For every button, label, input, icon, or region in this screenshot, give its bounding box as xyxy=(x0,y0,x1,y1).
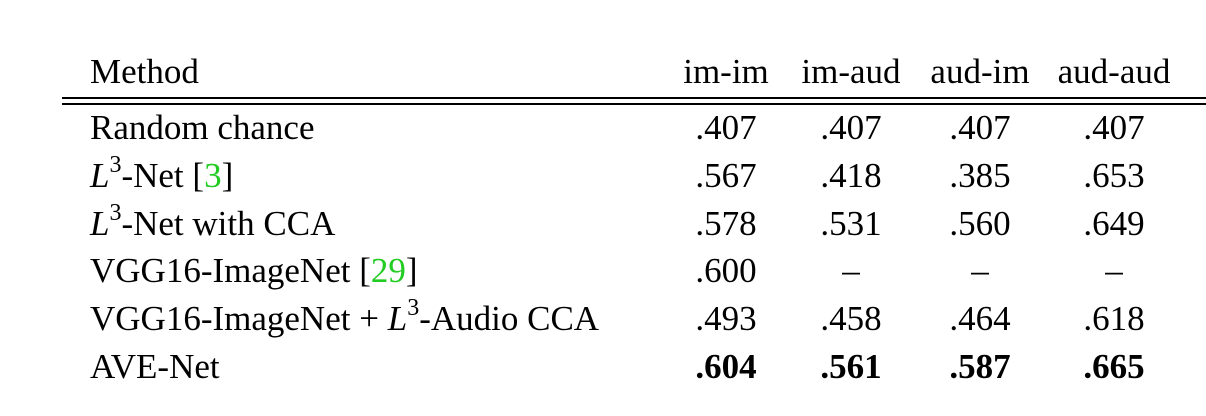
method-l-symbol: L xyxy=(90,204,110,243)
value-aud-aud-best: .665 xyxy=(1083,347,1145,386)
value-aud-im-best: .587 xyxy=(949,347,1011,386)
value-im-aud: .418 xyxy=(820,156,882,195)
method-suffix: -Audio CCA xyxy=(419,299,600,338)
table-row xyxy=(62,104,1206,152)
value-aud-im: .464 xyxy=(949,299,1011,338)
header-row xyxy=(62,48,1206,96)
method-superscript: 3 xyxy=(407,295,420,322)
value-aud-aud: .653 xyxy=(1083,156,1145,195)
value-im-im: .600 xyxy=(695,251,757,290)
value-im-aud: .531 xyxy=(820,204,882,243)
value-aud-aud: .407 xyxy=(1083,108,1145,147)
value-im-aud: – xyxy=(842,251,860,290)
method-text: VGG16-ImageNet + xyxy=(90,299,388,338)
value-im-aud: .458 xyxy=(820,299,882,338)
value-aud-im: – xyxy=(971,251,989,290)
method-text: VGG16-ImageNet [ xyxy=(90,251,371,290)
citation-link[interactable]: 3 xyxy=(204,156,222,195)
table-row xyxy=(62,152,1206,200)
value-im-im-best: .604 xyxy=(695,347,757,386)
method-suffix: -Net [ xyxy=(121,156,205,195)
header-method: Method xyxy=(90,52,199,91)
value-im-aud-best: .561 xyxy=(820,347,882,386)
value-aud-aud: – xyxy=(1105,251,1123,290)
value-aud-aud: .649 xyxy=(1083,204,1145,243)
value-im-im: .567 xyxy=(695,156,757,195)
method-superscript: 3 xyxy=(109,152,122,179)
header-im-aud: im-aud xyxy=(801,52,901,91)
method-suffix: -Net with CCA xyxy=(121,204,336,243)
table-row xyxy=(62,247,1206,295)
value-im-im: .407 xyxy=(695,108,757,147)
method-l3-net xyxy=(90,152,233,200)
table-row xyxy=(62,343,1206,391)
value-im-im: .578 xyxy=(695,204,757,243)
method-random-chance: Random chance xyxy=(90,108,315,147)
method-superscript: 3 xyxy=(109,200,122,227)
method-vgg16-imagenet xyxy=(90,247,418,295)
header-im-im: im-im xyxy=(683,52,769,91)
method-close: ] xyxy=(221,156,234,195)
value-aud-im: .407 xyxy=(949,108,1011,147)
table-row xyxy=(62,200,1206,248)
header-rule-top xyxy=(62,97,1206,99)
value-im-aud: .407 xyxy=(820,108,882,147)
method-l3-net-cca xyxy=(90,200,335,248)
value-im-im: .493 xyxy=(695,299,757,338)
header-aud-im: aud-im xyxy=(930,52,1030,91)
method-l-symbol: L xyxy=(387,299,408,338)
header-aud-aud: aud-aud xyxy=(1057,52,1171,91)
value-aud-aud: .618 xyxy=(1083,299,1145,338)
method-vgg16-l3-audio-cca xyxy=(90,295,599,343)
method-close: ] xyxy=(405,251,418,290)
citation-link[interactable]: 29 xyxy=(370,251,406,290)
table-row xyxy=(62,295,1206,343)
method-ave-net: AVE-Net xyxy=(90,347,220,386)
method-l-symbol: L xyxy=(90,156,110,195)
value-aud-im: .385 xyxy=(949,156,1011,195)
value-aud-im: .560 xyxy=(949,204,1011,243)
